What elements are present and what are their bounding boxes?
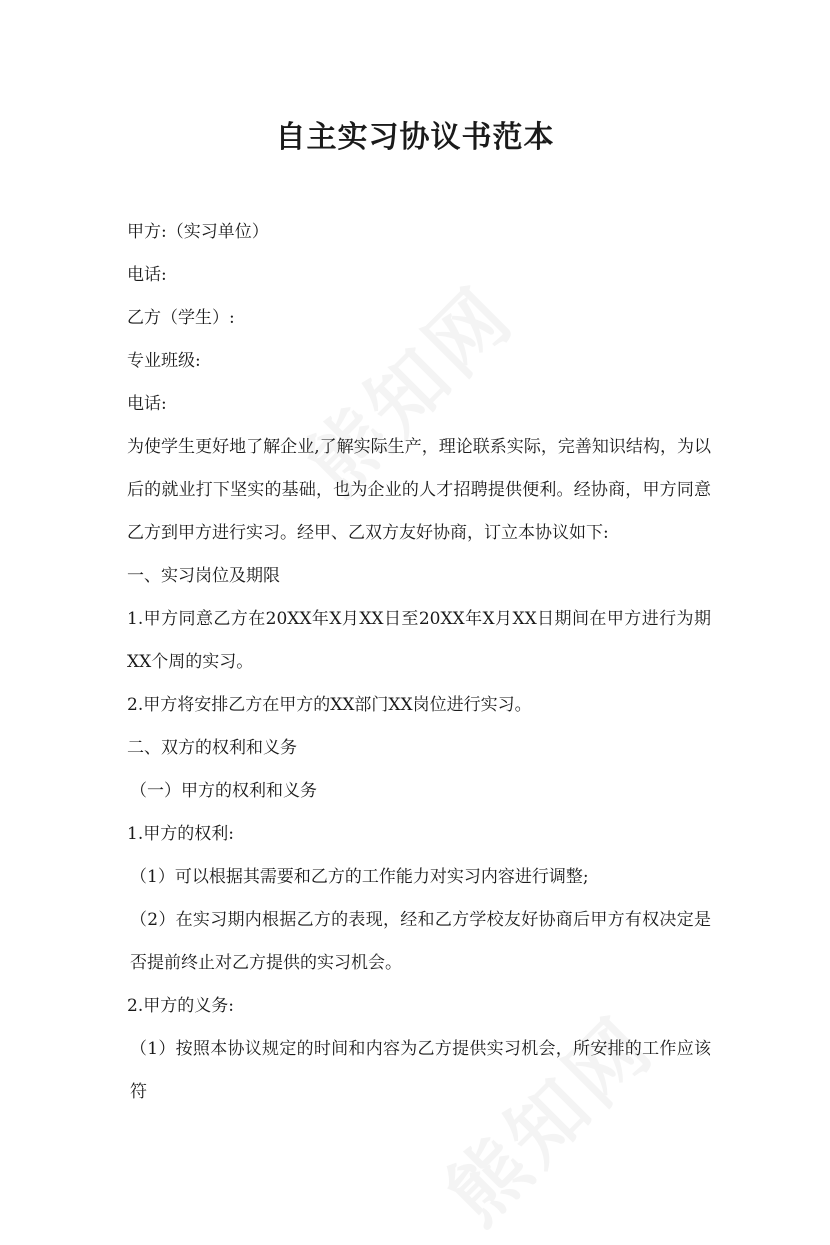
document-title: 自主实习协议书范本: [275, 120, 555, 155]
party-b-line: 乙方（学生）:: [127, 308, 235, 328]
party-b-phone: 电话:: [127, 394, 167, 414]
subsection-heading: （一）甲方的权利和义务: [130, 781, 317, 801]
party-a-line: 甲方:（实习单位）: [127, 222, 269, 242]
section-heading: 一、实习岗位及期限: [127, 566, 280, 586]
clause-paragraph: 2.甲方将安排乙方在甲方的XX部门XX岗位进行实习。: [127, 695, 532, 715]
party-a-phone: 电话:: [127, 265, 167, 285]
major-class-line: 专业班级:: [127, 351, 201, 371]
section-heading: 二、双方的权利和义务: [127, 738, 297, 758]
clause-item: （2）在实习期内根据乙方的表现，经和乙方学校友好协商后甲方有权决定是否提前终止对乙方提供的实习机会。: [130, 910, 711, 973]
clause-item: （1）可以根据其需要和乙方的工作能力对实习内容进行调整;: [130, 867, 589, 887]
clause-paragraph: 1.甲方同意乙方在20XX年X月XX日至20XX年X月XX日期间在甲方进行为期XX个周的实习。: [127, 609, 711, 672]
preamble-paragraph: 为使学生更好地了解企业,了解实际生产，理论联系实际，完善知识结构，为以后的就业打下坚实的基础，也为企业的人才招聘提供便利。经协商，甲方同意乙方到甲方进行实习。经甲、乙双方友好协商，订立本协议如下:: [127, 437, 711, 543]
clause-heading: 2.甲方的义务:: [127, 996, 234, 1016]
document-body: [127, 211, 711, 1114]
clause-heading: 1.甲方的权利:: [127, 824, 234, 844]
clause-item: （1）按照本协议规定的时间和内容为乙方提供实习机会，所安排的工作应该符: [130, 1039, 711, 1102]
